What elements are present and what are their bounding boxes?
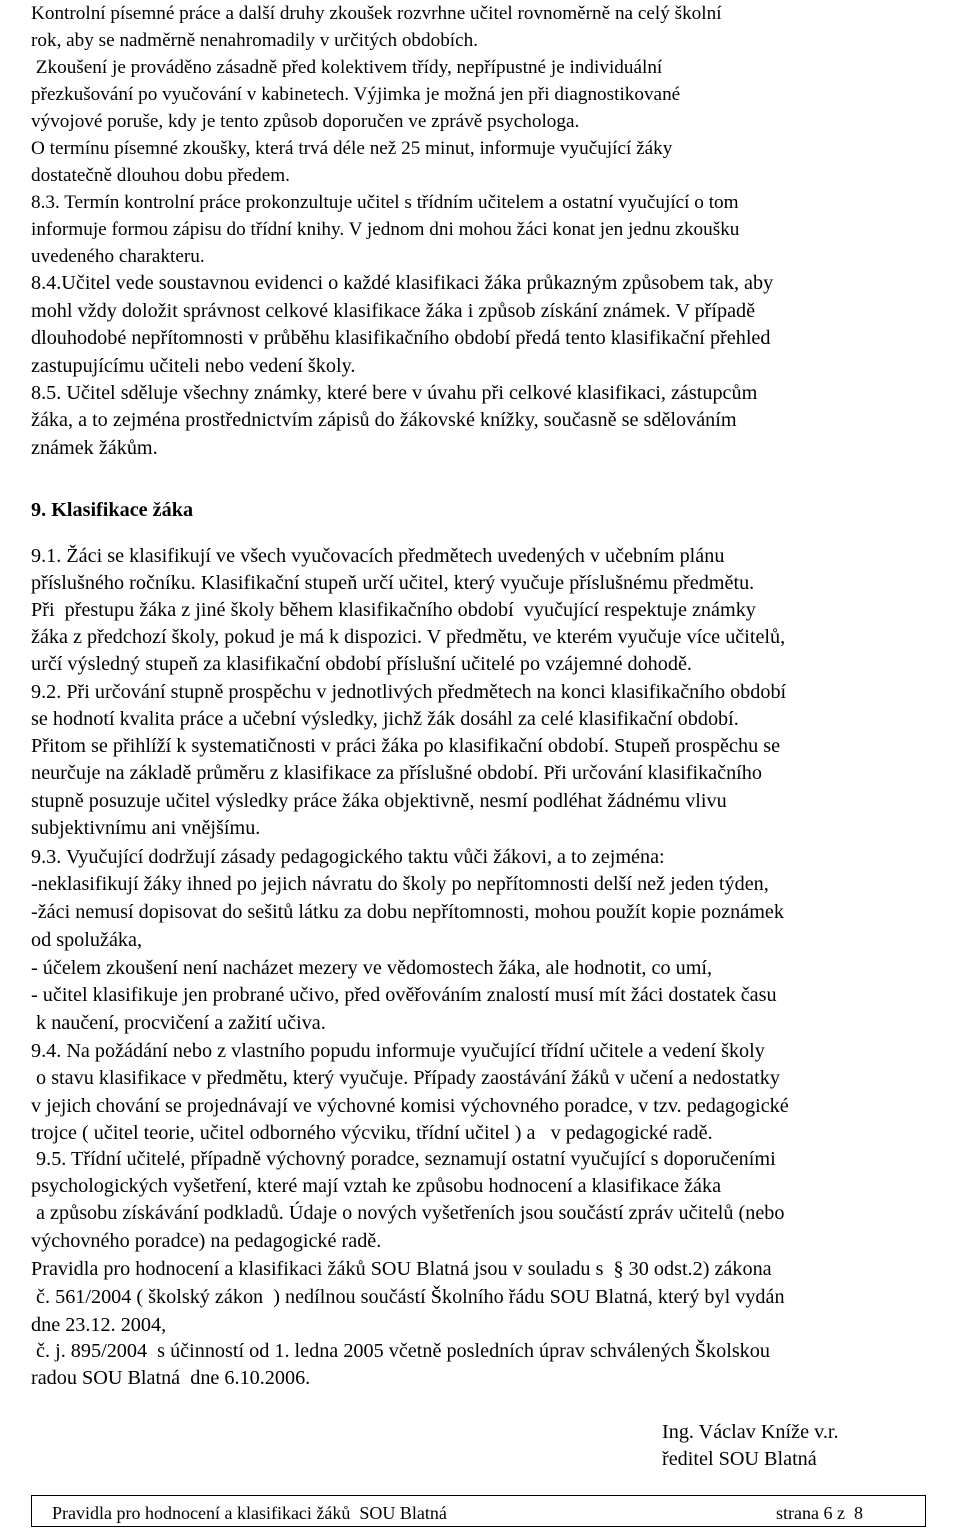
page-number: strana 6 z 8 bbox=[776, 1503, 863, 1523]
text-line: dne 23.12. 2004, bbox=[31, 1314, 167, 1336]
text-line: Pravidla pro hodnocení a klasifikaci žáků SOU Blatná jsou v souladu s § 30 odst.2) zákona bbox=[31, 1258, 772, 1280]
text-line: psychologických vyšetření, které mají vztah ke způsobu hodnocení a klasifikace žáka bbox=[31, 1175, 722, 1197]
text-line: informuje formou zápisu do třídní knihy. V jednom dni mohou žáci konat jen jednu zkoušku bbox=[31, 219, 740, 240]
text-line: - účelem zkoušení není nacházet mezery ve vědomostech žáka, ale hodnotit, co umí, bbox=[31, 957, 713, 979]
text-line: č. j. 895/2004 s účinností od 1. ledna 2005 včetně posledních úprav schválených Školskou bbox=[31, 1340, 770, 1362]
text-line: mohl vždy doložit správnost celkové klasifikace žáka i způsob získání známek. V případě bbox=[31, 300, 756, 322]
section-heading: 9. Klasifikace žáka bbox=[31, 499, 194, 521]
text-line: o stavu klasifikace v předmětu, který vyučuje. Případy zaostávání žáků v učení a nedostatky bbox=[31, 1067, 780, 1089]
text-line: O termínu písemné zkoušky, která trvá déle než 25 minut, informuje vyučující žáky bbox=[31, 138, 673, 159]
text-line: 9.2. Při určování stupně prospěchu v jednotlivých předmětech na konci klasifikačního období bbox=[31, 681, 787, 703]
text-line: stupně posuzuje učitel výsledky práce žáka objektivně, nesmí podléhat žádnému vlivu bbox=[31, 790, 727, 812]
text-line: známek žákům. bbox=[31, 437, 158, 459]
text-line: 9.4. Na požádání nebo z vlastního popudu informuje vyučující třídní učitele a vedení školy bbox=[31, 1040, 765, 1062]
text-line: č. 561/2004 ( školský zákon ) nedílnou součástí Školního řádu SOU Blatná, který byl vydán bbox=[31, 1286, 785, 1308]
text-line: 9.5. Třídní učitelé, případně výchovný poradce, seznamují ostatní vyučující s doporučeními bbox=[31, 1148, 776, 1170]
text-line: Kontrolní písemné práce a další druhy zkoušek rozvrhne učitel rovnoměrně na celý školní bbox=[31, 3, 722, 24]
text-line: dlouhodobé nepřítomnosti v průběhu klasifikačního období předá tento klasifikační přehled bbox=[31, 327, 771, 349]
text-line: 8.4.Učitel vede soustavnou evidenci o každé klasifikaci žáka průkazným způsobem tak, aby bbox=[31, 272, 774, 294]
text-line: neurčuje na základě průměru z klasifikace za příslušné období. Při určování klasifikačního bbox=[31, 762, 762, 784]
text-line: výchovného poradce) na pedagogické radě. bbox=[31, 1230, 382, 1252]
text-line: rok, aby se nadměrně nenahromadily v určitých obdobích. bbox=[31, 30, 479, 51]
text-line: zastupujícímu učiteli nebo vedení školy. bbox=[31, 355, 356, 377]
text-line: žáka z předchozí školy, pokud je má k dispozici. V předmětu, ve kterém vyučuje více učitelů, bbox=[31, 626, 786, 648]
text-line: uvedeného charakteru. bbox=[31, 246, 205, 267]
text-line: určí výsledný stupeň za klasifikační období příslušní učitelé po vzájemné dohodě. bbox=[31, 653, 692, 675]
text-line: příslušného ročníku. Klasifikační stupeň určí učitel, který vyučuje příslušnému předmětu. bbox=[31, 572, 755, 594]
text-line: - učitel klasifikuje jen probrané učivo, před ověřováním znalostí musí mít žáci dostatek času bbox=[31, 984, 777, 1006]
signature-role: ředitel SOU Blatná bbox=[662, 1448, 817, 1470]
footer-title: Pravidla pro hodnocení a klasifikaci žáků SOU Blatná bbox=[52, 1503, 447, 1523]
text-line: radou SOU Blatná dne 6.10.2006. bbox=[31, 1367, 311, 1389]
text-line: subjektivnímu ani vnějšímu. bbox=[31, 817, 261, 839]
text-line: se hodnotí kvalita práce a učební výsledky, jichž žák dosáhl za celé klasifikační období. bbox=[31, 708, 739, 730]
text-line: od spolužáka, bbox=[31, 929, 143, 951]
text-line: k naučení, procvičení a zažití učiva. bbox=[31, 1012, 326, 1034]
text-line: Přitom se přihlíží k systematičnosti v práci žáka po klasifikační období. Stupeň prospěchu se bbox=[31, 735, 781, 757]
text-line: a způsobu získávání podkladů. Údaje o nových vyšetřeních jsou součástí zpráv učitelů (nebo bbox=[31, 1202, 785, 1224]
text-line: 9.1. Žáci se klasifikují ve všech vyučovacích předmětech uvedených v učebním plánu bbox=[31, 545, 725, 567]
text-line: v jejich chování se projednávají ve výchovné komisi výchovného poradce, v tzv. pedagogické bbox=[31, 1095, 789, 1117]
text-line: vývojové poruše, kdy je tento způsob doporučen ve zprávě psychologa. bbox=[31, 111, 580, 132]
text-line: 8.5. Učitel sděluje všechny známky, které bere v úvahu při celkové klasifikaci, zástupcům bbox=[31, 382, 758, 404]
text-line: žáka, a to zejména prostřednictvím zápisů do žákovské knížky, současně se sdělováním bbox=[31, 409, 737, 431]
text-line: -žáci nemusí dopisovat do sešitů látku za dobu nepřítomnosti, mohou použít kopie poznámek bbox=[31, 901, 784, 923]
signature-name: Ing. Václav Kníže v.r. bbox=[662, 1421, 839, 1443]
text-line: 9.3. Vyučující dodržují zásady pedagogického taktu vůči žákovi, a to zejména: bbox=[31, 846, 665, 868]
text-line: přezkušování po vyučování v kabinetech. Výjimka je možná jen při diagnostikované bbox=[31, 84, 681, 105]
text-line: Zkoušení je prováděno zásadně před kolektivem třídy, nepřípustné je individuální bbox=[31, 57, 663, 78]
text-line: trojce ( učitel teorie, učitel odborného výcviku, třídní učitel ) a v pedagogické radě. bbox=[31, 1122, 713, 1144]
text-line: 8.3. Termín kontrolní práce prokonzultuje učitel s třídním učitelem a ostatní vyučující o tom bbox=[31, 192, 739, 213]
text-line: Při přestupu žáka z jiné školy během klasifikačního období vyučující respektuje známky bbox=[31, 599, 756, 621]
text-line: -neklasifikují žáky ihned po jejich návratu do školy po nepřítomnosti delší než jeden týden, bbox=[31, 873, 769, 895]
text-line: dostatečně dlouhou dobu předem. bbox=[31, 165, 290, 186]
